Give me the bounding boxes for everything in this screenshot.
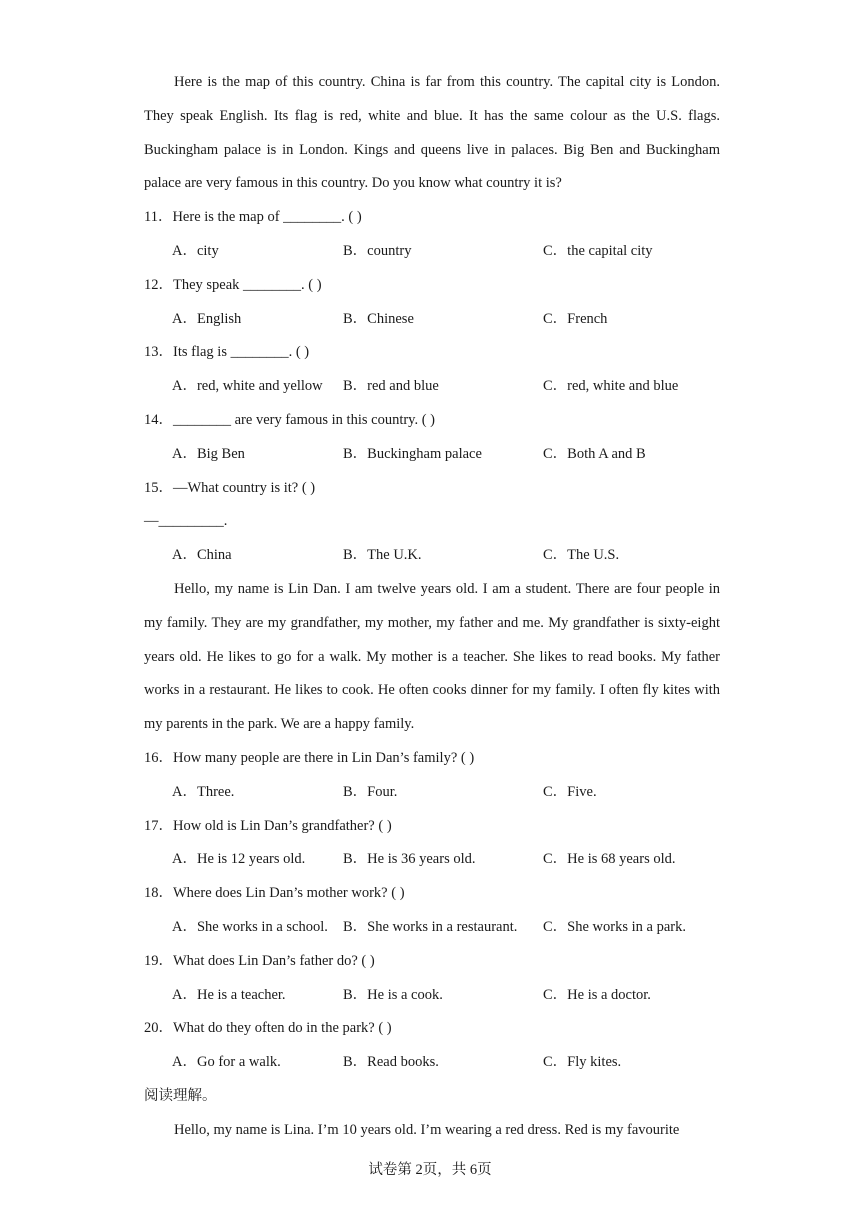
reading-passage-1: Here is the map of this country. China is far from this country. The capital city is London. They speak English. Its flag is red, white and blue. It has the same colour as the U.S. flags. Buckingham palace is in London. Kings and queens live in palaces. Big Ben and Buckingham palace are very famous in this country. Do you know what country it is?: [144, 74, 720, 192]
option-a: A．city: [172, 242, 219, 259]
option-c: C．French: [543, 310, 608, 327]
option-a: A．He is 12 years old.: [172, 851, 306, 868]
question-18-options: [144, 911, 720, 945]
question-17-stem: 17．How old is Lin Dan’s grandfather? ( ): [144, 817, 392, 834]
question-15-options: [144, 539, 720, 573]
question-13-options: [144, 370, 720, 404]
page-content: [144, 66, 720, 1148]
option-b: B．red and blue: [343, 378, 439, 395]
question-14-options: [144, 438, 720, 472]
question-20-options: [144, 1046, 720, 1080]
question-13-stem: 13．Its flag is ________. ( ): [144, 344, 310, 361]
option-b: B．Chinese: [343, 310, 414, 327]
option-c: C．He is a doctor.: [543, 986, 651, 1003]
option-b: B．The U.K.: [343, 547, 422, 564]
question-16-stem: 16．How many people are there in Lin Dan’s family? ( ): [144, 749, 475, 766]
option-c: C．She works in a park.: [543, 918, 686, 935]
reading-passage-2: Hello, my name is Lin Dan. I am twelve years old. I am a student. There are four people in my family. They are my grandfather, my mother, my father and me. My grandfather is sixty-eight years old. He likes to go for a walk. My mother is a teacher. She likes to read books. My father works in a restaurant. He likes to cook. He often cooks dinner for my family. I often fly kites with my parents in the park. We are a happy family.: [144, 580, 720, 733]
option-c: C．Fly kites.: [543, 1054, 622, 1071]
option-c: C．The U.S.: [543, 547, 620, 564]
question-18-stem: 18．Where does Lin Dan’s mother work? ( ): [144, 885, 405, 902]
option-b: B．country: [343, 242, 412, 259]
question-12-options: [144, 303, 720, 337]
option-c: C．Five.: [543, 783, 597, 800]
option-a: A．China: [172, 547, 232, 564]
option-a: A．She works in a school.: [172, 918, 328, 935]
section-heading: 阅读理解。: [144, 1087, 217, 1104]
option-a: A．Big Ben: [172, 445, 245, 462]
option-a: A．English: [172, 310, 242, 327]
question-12-stem: 12．They speak ________. ( ): [144, 276, 322, 293]
option-a: A．Go for a walk.: [172, 1054, 281, 1071]
option-c: C．He is 68 years old.: [543, 851, 676, 868]
question-19-stem: 19．What does Lin Dan’s father do? ( ): [144, 952, 375, 969]
page-footer: 试卷第 2页，共 6页: [368, 1162, 492, 1178]
question-17-options: [144, 843, 720, 877]
question-15-stem: 15．—What country is it? ( ): [144, 479, 316, 496]
reading-passage-3-start: Hello, my name is Lina. I’m 10 years old. I’m wearing a red dress. Red is my favourite: [174, 1121, 680, 1138]
question-11-stem: 11．Here is the map of ________. ( ): [144, 209, 362, 226]
option-a: A．Three.: [172, 783, 235, 800]
question-16-options: [144, 776, 720, 810]
option-b: B．He is a cook.: [343, 986, 443, 1003]
option-a: A．He is a teacher.: [172, 986, 286, 1003]
option-b: B．Read books.: [343, 1054, 439, 1071]
question-15-answer-line: —_________.: [144, 513, 228, 530]
option-a: A．red, white and yellow: [172, 378, 323, 395]
option-b: B．He is 36 years old.: [343, 851, 476, 868]
option-c: C．red, white and blue: [543, 378, 679, 395]
question-14-stem: 14．________ are very famous in this country. ( ): [144, 411, 436, 428]
question-11-options: [144, 235, 720, 269]
option-b: B．Four.: [343, 783, 398, 800]
option-c: C．Both A and B: [543, 445, 646, 462]
question-20-stem: 20．What do they often do in the park? ( ): [144, 1020, 392, 1037]
option-c: C．the capital city: [543, 242, 653, 259]
question-19-options: [144, 979, 720, 1013]
option-b: B．Buckingham palace: [343, 445, 482, 462]
option-b: B．She works in a restaurant.: [343, 918, 518, 935]
